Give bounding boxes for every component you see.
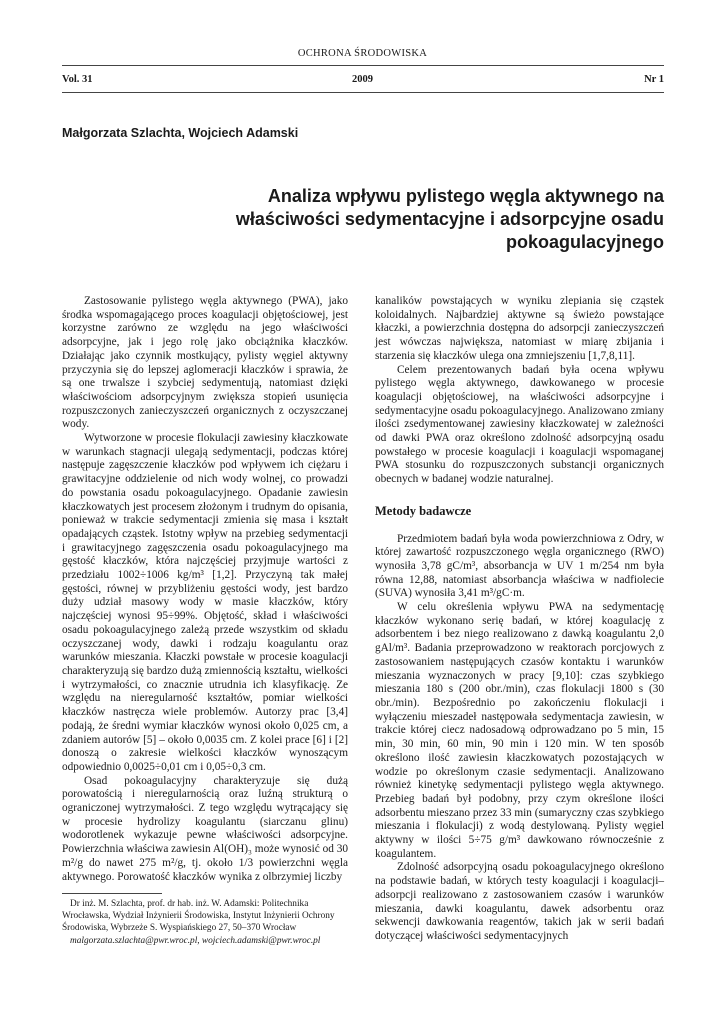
authors: Małgorzata Szlachta, Wojciech Adamski	[62, 126, 299, 140]
paragraph: Zastosowanie pylistego węgla aktywnego (PWA), jako środka wspomagającego proces koagulacji objętościowej, jest korzystne zarówno ze względu na jego właściwości adsorpcyjne, jak i jego rolę jako obciążnika kłaczków. Działając jako czynnik mostkujący, pylisty węgiel aktywny przyczynia się do lepszej aglomeracji kłaczków i sprawia, że są one trwalsze i szybciej sedymentują, natomiast dzięki właściwościom adsorpcyjnym zwiększa stopień usunięcia rozpuszczonych zanieczyszczeń organicznych z oczyszczanej wody.	[62, 295, 348, 431]
issue-rule	[62, 92, 664, 93]
paragraph: kanalików powstających w wyniku zlepiania się cząstek koloidalnych. Najbardziej aktywne są świeżo powstające kłaczki, a powierzchnia dostępna do adsorpcji zanieczyszczeń jest wówczas największa, natomiast w miarę zbijania i starzenia się kłaczków ulega ona zmniejszeniu [1,7,8,11].	[375, 295, 664, 362]
paragraph: Wytworzone w procesie flokulacji zawiesiny kłaczkowate w warunkach stagnacji ulegają sedymentacji, podczas której następuje zagęszczenie kłaczków pod wpływem ich ciężaru i grawitacyjne oddzielenie od nich wody wolnej, co prowadzi do powstania osadu pokoagulacyjnego. Opadanie zawiesin kłaczkowatych jest procesem złożonym i trudnym do opisania, ponieważ w trakcie sedymentacji zmienia się masa i kształt opadających cząstek. Istotny wpływ na przebieg sedymentacji i grawitacyjnego zagęszczenia osadu pokoagulacyjnego ma gęstość kłaczków, która najczęściej przyjmuje wartości z przedziału 1002÷1006 kg/m³ [1,2]. Przyczyną tak małej gęstości, równej w przybliżeniu gęstości wody, jest bardzo duży udział masowy wody w masie kłaczków, który najczęściej wynosi 95÷99%. Objętość, skład i właściwości osadu pokoagulacyjnego zależą przede wszystkim od składu oczyszczanej wody, dawki i rodzaju koagulantu oraz warunków mieszania. Kłaczki powstałe w procesie koagulacji charakteryzują się bardzo dużą zmiennością kształtu, wielkości i wytrzymałości, co znacznie utrudnia ich klasyfikację. Ze względu na nieregularność kształtów, pomiar wielkości kłaczków nastręcza wiele problemów. Autorzy prac [3,4] podają, że średni wymiar kłaczków wynosi około 0,025 cm, a zdaniem autorów [5] – około 0,0035 cm. Z kolei prace [6] i [2] donoszą o zakresie wielkości kłaczków wynoszącym odpowiednio 0,0025÷0,01 cm i 0,05÷0,3 cm.	[62, 432, 348, 773]
paragraph: Celem prezentowanych badań była ocena wpływu pylistego węgla aktywnego, dawkowanego w procesie koagulacji objętościowej, na właściwości adsorpcyjne i sedymentacyjne osadu pokoagulacyjnego. Analizowano zmiany ilości zsedymentowanej zawiesiny kłaczkowatej w zależności od dawki PWA oraz określono zdolność adsorpcyjną osadu powstałego w procesie koagulacji i koagulacji wspomaganej PWA stosunku do rozpuszczonych substancji organicznych obecnych w badanej wodzie naturalnej.	[375, 363, 664, 486]
volume: Vol. 31	[62, 74, 93, 85]
right-column	[375, 295, 664, 944]
author-emails: malgorzata.szlachta@pwr.wroc.pl, wojciech.adamski@pwr.wroc.pl	[70, 935, 321, 946]
journal-name: OCHRONA ŚRODOWISKA	[297, 48, 428, 59]
section-heading: Metody badawcze	[375, 503, 472, 518]
year: 2009	[352, 74, 373, 85]
article-title: Analiza wpływu pylistego węgla aktywnego na właściwości sedymentacyjne i adsorpcyjne osadu pokoagulacyjnego	[235, 186, 664, 252]
footnote	[62, 898, 348, 947]
left-column	[62, 295, 348, 884]
header-rule	[62, 65, 664, 66]
footnote-rule	[62, 893, 162, 894]
paragraph: Osad pokoagulacyjny charakteryzuje się dużą porowatością i nieregularnością oraz luźną strukturą o ograniczonej wytrzymałości. Z tego względu wytrącający się w procesie hydrolizy koagulantu (siarczanu glinu) wodorotlenek wykazuje pewne właściwości adsorpcyjne. Powierzchnia właściwa zawiesin Al(OH)₃ może wynosić od 30 m²/g do nawet 275 m²/g, tj. około 1/3 powierzchni węgla aktywnego. Porowatość kłaczków wynika z olbrzymiej liczby	[62, 774, 348, 883]
issue-number: Nr 1	[644, 74, 664, 85]
author-affiliation: Dr inż. M. Szlachta, prof. dr hab. inż. W. Adamski: Politechnika Wrocławska, Wydział Inżynierii Środowiska, Instytut Inżynierii Ochrony Środowiska, Wybrzeże S. Wyspiańskiego 27, 50–370 Wrocław	[62, 899, 335, 934]
paragraph: Zdolność adsorpcyjną osadu pokoagulacyjnego określono na podstawie badań, w których testy koagulacji i koagulacji–adsorpcji realizowano z zastosowaniem czasów i warunków mieszania, dawki koagulantu, dawek adsorbentu oraz sekwencji dawkowania reagentów, takich jak w serii badań dotyczącej właściwości sedymentacyjnych	[375, 861, 664, 942]
paragraph: W celu określenia wpływu PWA na sedymentację kłaczków wykonano serię badań, w której koagulację z adsorbentem i bez niego realizowano z dawką koagulantu 2,0 gAl/m³. Badania przeprowadzono w reaktorach porcjowych z zastosowaniem następujących czasów kontaktu i warunków mieszania wyznaczonych w pracy [9,10]: czas szybkiego mieszania 180 s (200 obr./min), czas flokulacji 1800 s (30 obr./min). Bezpośrednio po zakończeniu flokulacji i wyłączeniu mieszadeł następowała sedymentacja zawiesin, w trakcie której ciecz nadosadową odprowadzano po 5 min, 15 min, 30 min, 60 min, 90 min i 120 min. W ten sposób określono ilość zawiesin kłaczkowatych pozostających w wodzie po określonym czasie sedymentacji. Analizowano również kinetykę sedymentacji pylistego węgla aktywnego. Przebieg badań był podobny, przy czym określone ilości adsorbentu mieszano przez 33 min (sumaryczny czas szybkiego mieszania i flokulacji) z wodą destylowaną. Pylisty węgiel aktywny w ilości 5÷75 g/m³ dawkowano równocześnie z koagulantem.	[375, 601, 664, 860]
paragraph: Przedmiotem badań była woda powierzchniowa z Odry, w której zawartość rozpuszczonego węgla organicznego (RWO) wynosiła 3,78 gC/m³, absorbancja w UV 1 m/254 nm była równa 12,88, natomiast absorbancja właściwa w nadfiolecie (SUVA) wynosiła 3,41 m³/gC·m.	[375, 532, 664, 600]
